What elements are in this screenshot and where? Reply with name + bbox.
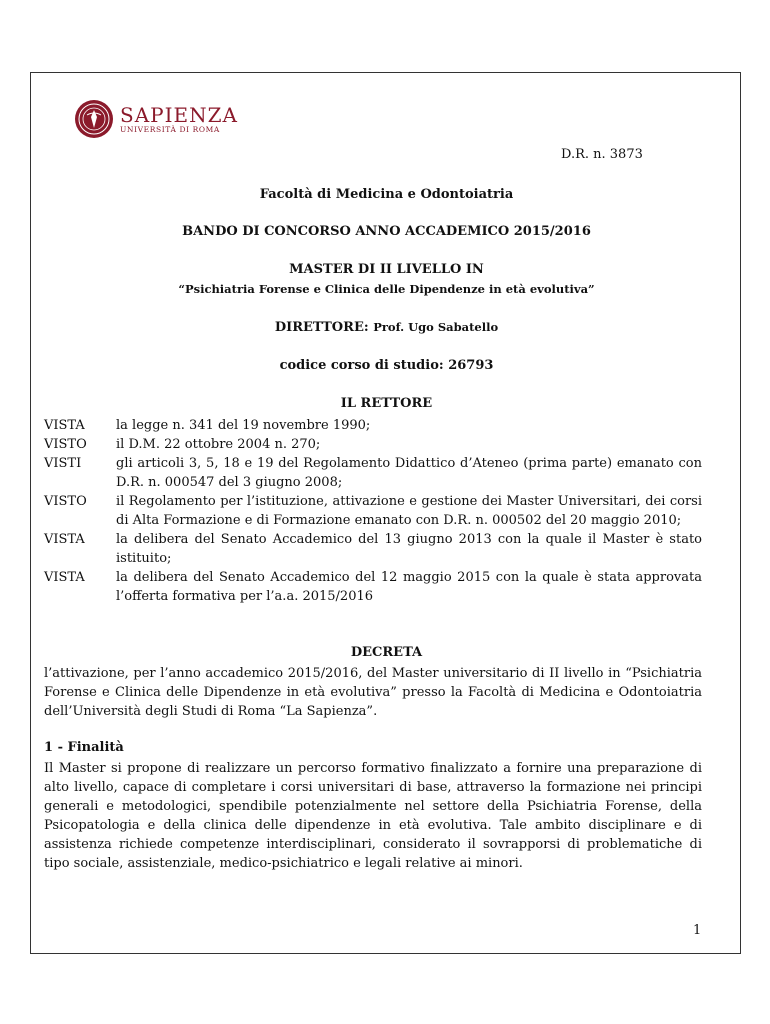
call-title: BANDO DI CONCORSO ANNO ACCADEMICO 2015/2016 <box>182 224 591 239</box>
master-level: MASTER DI II LIVELLO IN <box>289 262 484 277</box>
recital-text: il Regolamento per l’istituzione, attivazione e gestione dei Master Universitari, dei corsi di Alta Formazione e di Formazione emanato con D.R. n. 000502 del 20 maggio 2010; <box>116 494 702 528</box>
recital-item <box>44 435 702 454</box>
recital-item <box>44 492 702 530</box>
master-name: “Psichiatria Forense e Clinica delle Dipendenze in età evolutiva” <box>178 282 595 296</box>
course-code: codice corso di studio: 26793 <box>279 358 494 373</box>
section-text: Il Master si propone di realizzare un percorso formativo finalizzato a fornire una preparazione di alto livello, capace di completare i corsi universitari di base, attraverso la formazione nei principi generali e metodologici, spendibile potenzialmente nel settore della Psichiatria Forense, della Psicopatologia e della clinica delle dipendenze in età evolutiva. Tale ambito disciplinare e di assistenza richiede competenze interdisciplinari, considerato il sovrapporsi di problematiche di tipo sociale, assistenziale, medico-psichiatrico e legali relative ai minori. <box>44 761 702 871</box>
recital-key: VISTO <box>44 494 87 509</box>
recital-key: VISTA <box>44 418 85 433</box>
logo-name: SAPIENZA <box>120 102 238 127</box>
director-label: DIRETTORE: <box>274 320 369 335</box>
recital-key: VISTO <box>44 437 87 452</box>
recital-item <box>44 530 702 568</box>
recital-text: la delibera del Senato Accademico del 13 giugno 2013 con la quale il Master è stato istituito; <box>116 532 702 566</box>
recital-text: il D.M. 22 ottobre 2004 n. 270; <box>116 437 321 452</box>
rector-heading: IL RETTORE <box>340 396 433 411</box>
recital-item <box>44 416 702 435</box>
recital-key: VISTI <box>44 456 82 471</box>
decree-heading: DECRETA <box>350 645 423 660</box>
university-logo <box>74 99 238 139</box>
recital-item <box>44 454 702 492</box>
recitals-list <box>44 416 702 606</box>
recital-item <box>44 568 702 606</box>
recital-text: la delibera del Senato Accademico del 12 maggio 2015 con la quale è stata approvata l’offerta formativa per l’a.a. 2015/2016 <box>116 570 702 604</box>
faculty-name: Facoltà di Medicina e Odontoiatria <box>259 187 514 202</box>
recital-text: la legge n. 341 del 19 novembre 1990; <box>116 418 371 433</box>
decree-text: l’attivazione, per l’anno accademico 2015/2016, del Master universitario di II livello in “Psichiatria Forense e Clinica delle Dipendenze in età evolutiva” presso la Facoltà di Medicina e Odontoiatria dell’Università degli Studi di Roma “La Sapienza”. <box>44 666 702 719</box>
section-title: 1 - Finalità <box>44 740 124 755</box>
page-number: 1 <box>693 923 702 938</box>
recital-key: VISTA <box>44 570 85 585</box>
logo-subtitle: UNIVERSITÀ DI ROMA <box>120 124 220 134</box>
recital-text: gli articoli 3, 5, 18 e 19 del Regolamento Didattico d’Ateneo (prima parte) emanato con D.R. n. 000547 del 3 giugno 2008; <box>116 456 702 490</box>
decree-number: D.R. n. 3873 <box>561 147 643 162</box>
director-name: Prof. Ugo Sabatello <box>373 320 499 334</box>
recital-key: VISTA <box>44 532 85 547</box>
university-seal-icon <box>74 99 114 139</box>
director-line <box>31 320 742 335</box>
document-page <box>30 72 741 954</box>
